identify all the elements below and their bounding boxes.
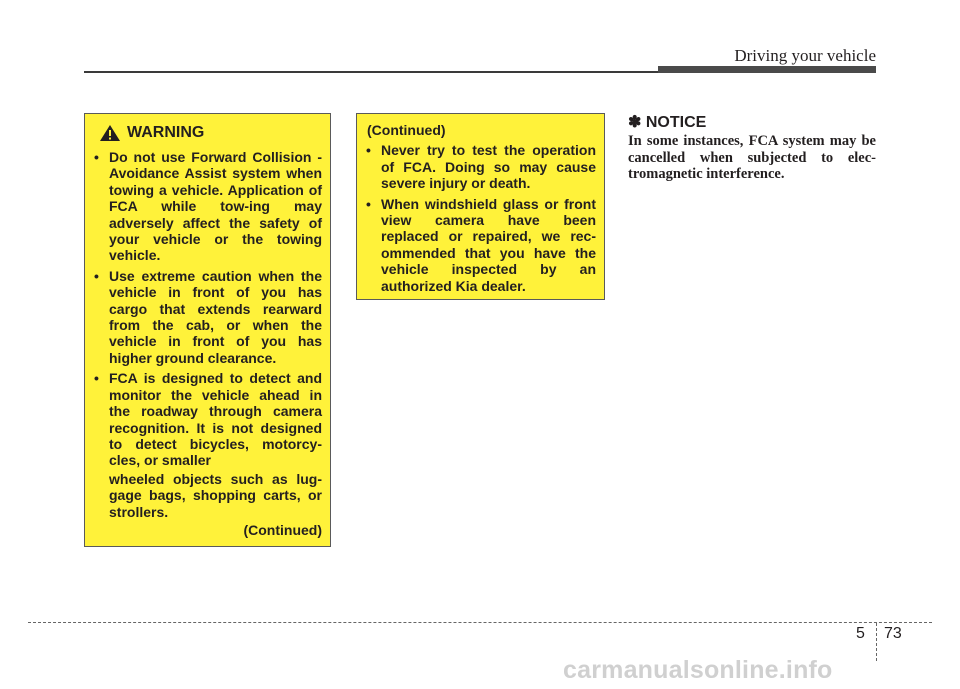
warning-triangle-icon bbox=[99, 124, 121, 142]
warning-bullet-1: • Do not use Forward Collision - Avoidance Assist system when towing a vehicle. Application of FCA while tow-ing may adversely affect the safety of your vehicle or the towing vehicle. bbox=[93, 149, 322, 264]
continued-bullet-list bbox=[365, 142, 596, 294]
continued-bullet-1: • Never try to test the operation of FCA. Doing so may cause severe injury or death. bbox=[365, 142, 596, 191]
continued-heading: (Continued) bbox=[367, 122, 446, 138]
notice-heading bbox=[628, 112, 706, 132]
page-number-separator bbox=[876, 623, 877, 661]
warning-heading bbox=[93, 124, 322, 142]
notice-symbol-icon: ✽ bbox=[628, 114, 642, 131]
warning-bullet-2: • Use extreme caution when the vehicle in front of you has cargo that extends rearward from the cab, or when the vehicle in front of you has higher ground clearance. bbox=[93, 268, 322, 366]
continued-bullet-2: • When windshield glass or front view camera have been replaced or repaired, we rec-ommended that you have the vehicle inspected by an authorized Kia dealer. bbox=[365, 196, 596, 294]
footer-dashed-rule bbox=[28, 622, 932, 623]
continued-label: (Continued) bbox=[243, 521, 322, 538]
section-number: 5 bbox=[856, 625, 865, 642]
continued-warning-box bbox=[356, 113, 605, 300]
notice-title: NOTICE bbox=[645, 114, 707, 131]
page-number: 73 bbox=[884, 625, 902, 642]
section-title: Driving your vehicle bbox=[734, 46, 876, 65]
header-rule-thin bbox=[84, 71, 660, 73]
watermark: carmanualsonline.info bbox=[563, 656, 833, 684]
notice-body: In some instances, FCA system may be cancelled when subjected to elec-tromagnetic interference. bbox=[628, 133, 876, 182]
header-rule-thick bbox=[658, 66, 876, 73]
warning-box bbox=[84, 113, 331, 547]
warning-bullet-3: • FCA is designed to detect and monitor the vehicle ahead in the roadway through camera recognition. It is not designed to detect bicycles, motorcy-cles, or smaller bbox=[93, 370, 322, 468]
warning-bullet-3-continuation: wheeled objects such as lug-gage bags, shopping carts, or strollers. bbox=[109, 470, 322, 520]
warning-title: WARNING bbox=[127, 123, 205, 141]
warning-bullet-list bbox=[93, 149, 322, 469]
